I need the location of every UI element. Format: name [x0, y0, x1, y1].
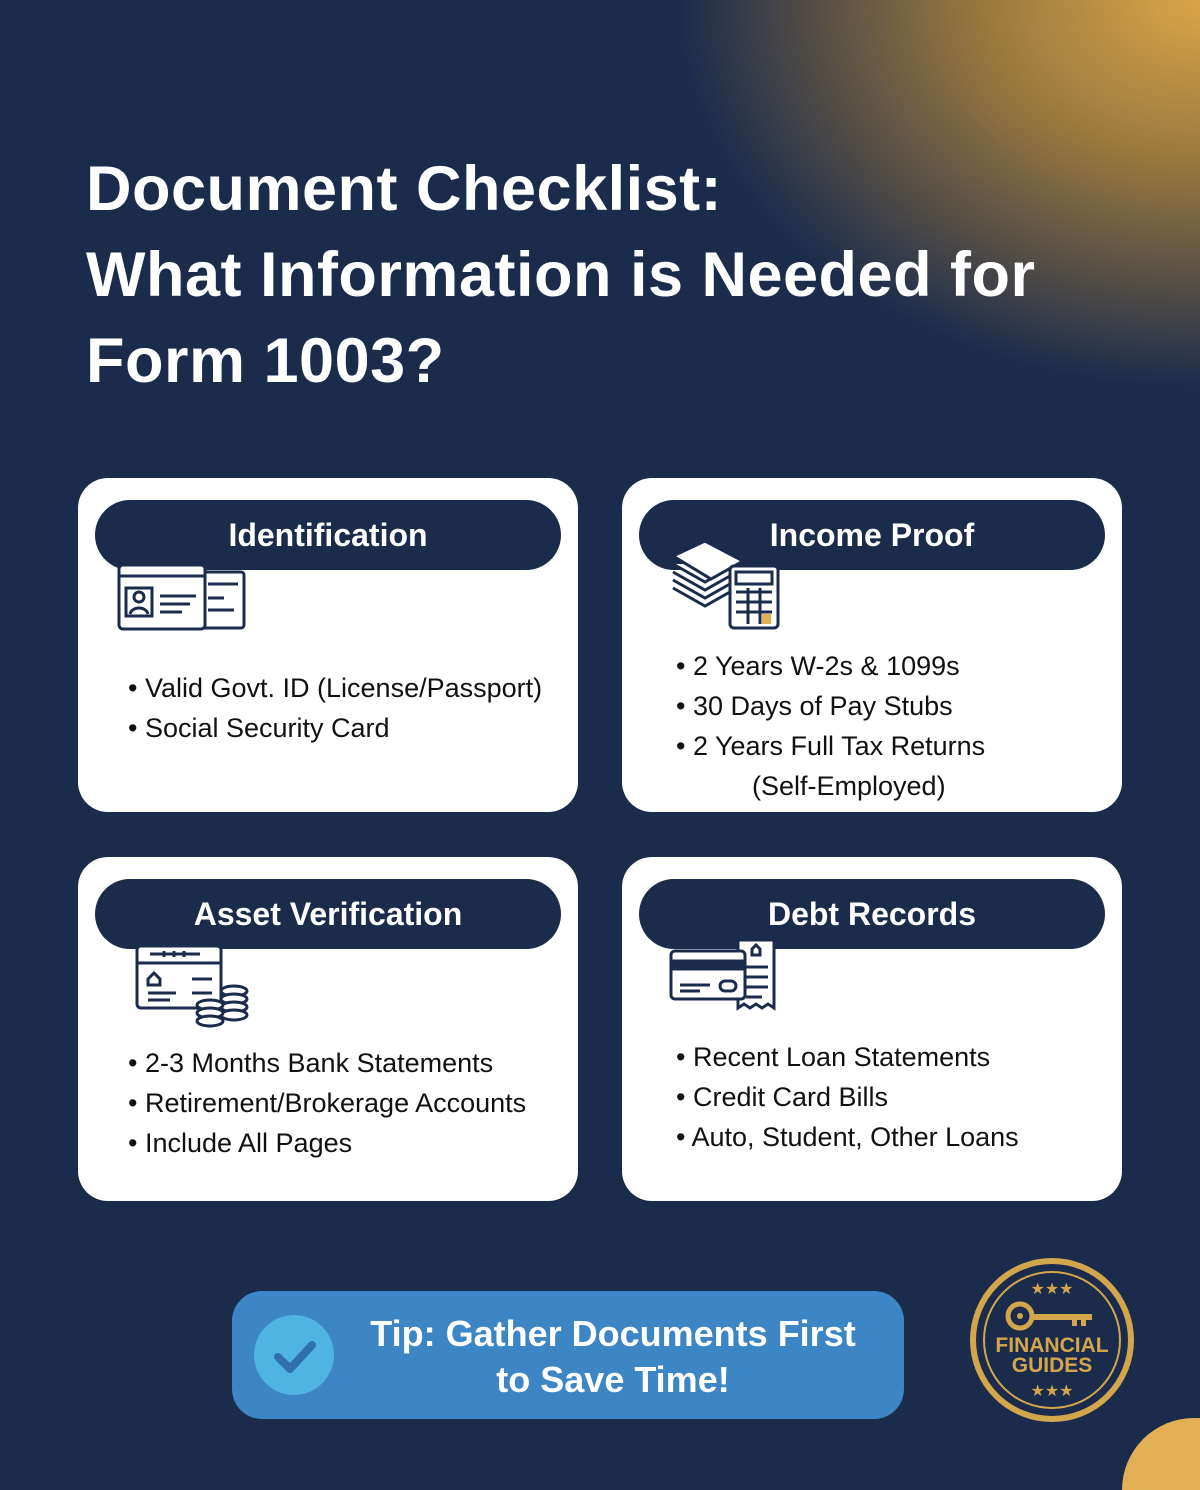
list-item: • Recent Loan Statements — [676, 1037, 1019, 1077]
bank-statement-coins-icon — [134, 943, 252, 1031]
item-list — [676, 1037, 1019, 1157]
tip-line: to Save Time! — [496, 1359, 730, 1400]
stars-icon: ★★★ — [1030, 1281, 1074, 1298]
title-line: Form 1003? — [86, 326, 445, 396]
list-item: • 2 Years Full Tax Returns — [676, 726, 985, 766]
checkmark-icon — [254, 1315, 334, 1395]
list-item: • 2 Years W-2s & 1099s — [676, 646, 985, 686]
list-item: • Include All Pages — [128, 1123, 526, 1163]
card-header: Debt Records — [639, 879, 1105, 949]
tip-line: Tip: Gather Documents First — [370, 1313, 856, 1354]
tip-text — [342, 1311, 884, 1403]
card-header: Income Proof — [639, 500, 1105, 570]
list-item: • 30 Days of Pay Stubs — [676, 686, 985, 726]
decorative-circle — [1122, 1418, 1200, 1490]
stars-icon: ★★★ — [1030, 1383, 1074, 1400]
item-list — [128, 668, 542, 748]
list-item: • 2-3 Months Bank Statements — [128, 1043, 526, 1083]
financial-guides-logo — [970, 1258, 1134, 1422]
documents-calculator-icon — [670, 538, 782, 632]
item-list — [676, 646, 985, 806]
logo-text: FINANCIAL — [995, 1334, 1109, 1357]
list-item: • Retirement/Brokerage Accounts — [128, 1083, 526, 1123]
tip-banner — [232, 1291, 904, 1419]
list-item: • Credit Card Bills — [676, 1077, 1019, 1117]
item-list — [128, 1043, 526, 1163]
card-asset-verification — [78, 857, 578, 1201]
card-debt-records — [622, 857, 1122, 1201]
title-line: Document Checklist: — [86, 154, 723, 224]
list-item: • Social Security Card — [128, 708, 542, 748]
card-identification — [78, 478, 578, 812]
list-item: • Auto, Student, Other Loans — [676, 1117, 1019, 1157]
page-title — [86, 146, 1036, 404]
title-line: What Information is Needed for — [86, 240, 1036, 310]
logo-text: GUIDES — [1011, 1354, 1093, 1377]
list-item: • Valid Govt. ID (License/Passport) — [128, 668, 542, 708]
card-header: Identification — [95, 500, 561, 570]
credit-card-bill-icon — [668, 937, 780, 1013]
card-income-proof — [622, 478, 1122, 812]
list-item-note: (Self-Employed) — [752, 771, 946, 801]
id-card-icon — [116, 562, 248, 634]
card-header: Asset Verification — [95, 879, 561, 949]
